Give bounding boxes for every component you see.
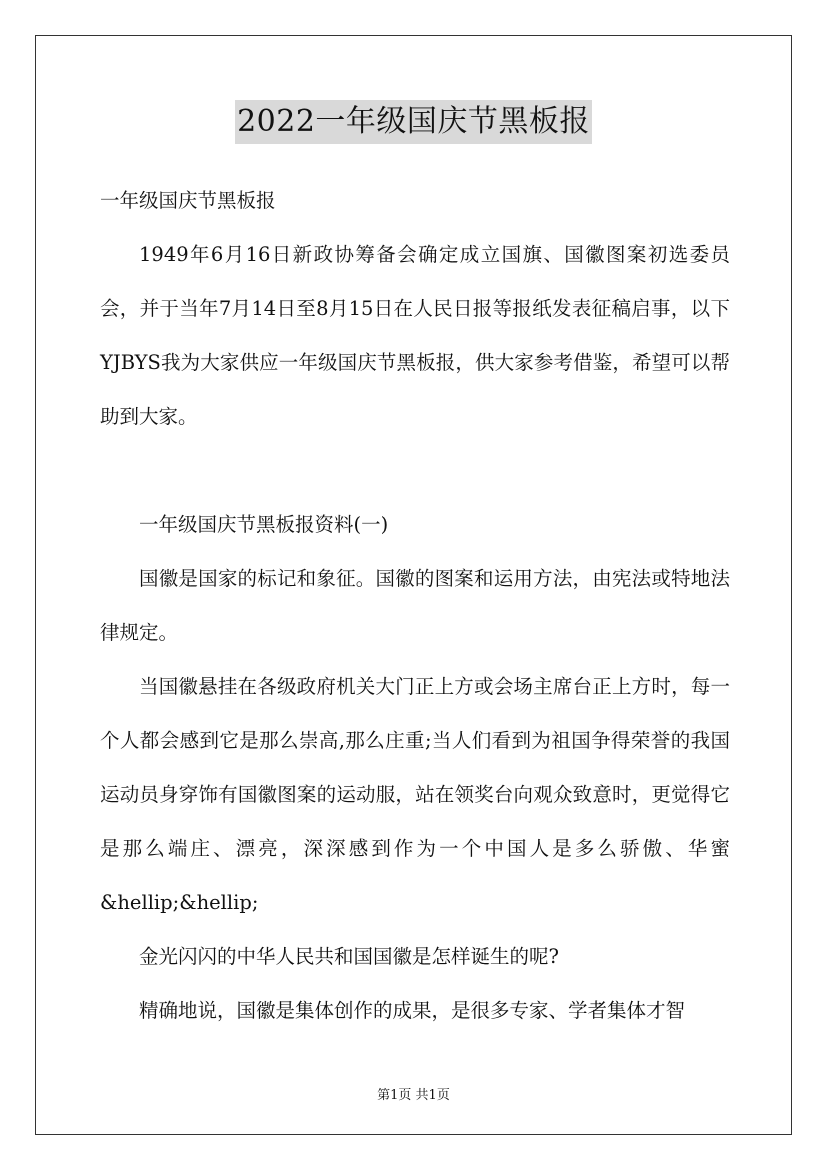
document-subtitle: 一年级国庆节黑板报 (100, 189, 276, 212)
body-paragraph-1: 国徽是国家的标记和象征。国徽的图案和运用方法，由宪法或特地法律规定。 (100, 567, 730, 644)
intro-paragraph: 1949年6月16日新政协筹备会确定成立国旗、国徽图案初选委员会，并于当年7月14日至8月15日在人民日报等报纸发表征稿启事，以下YJBYS我为大家供应一年级国庆节黑板报，供大家参考借鉴，希望可以帮助到大家。 (100, 243, 730, 428)
body-paragraph-4: 精确地说，国徽是集体创作的成果，是很多专家、学者集体才智 (139, 999, 686, 1022)
document-title: 2022一年级国庆节黑板报 (235, 100, 592, 144)
body-paragraph-2: 当国徽悬挂在各级政府机关大门正上方或会场主席台正上方时，每一个人都会感到它是那么崇高,那么庄重;当人们看到为祖国争得荣誉的我国运动员身穿饰有国徽图案的运动服，站在领奖台向观众致意时，更觉得它是那么端庄、漂亮，深深感到作为一个中国人是多么骄傲、华蜜&hellip;&hellip; (100, 675, 730, 914)
section-heading: 一年级国庆节黑板报资料(一) (139, 513, 389, 536)
page-number-label: 第1页 共1页 (377, 1088, 450, 1103)
body-paragraph-3: 金光闪闪的中华人民共和国国徽是怎样诞生的呢? (139, 945, 559, 968)
title-container (0, 100, 827, 144)
page-footer (0, 1084, 827, 1103)
document-body (100, 174, 730, 1038)
paragraph-spacer (100, 444, 730, 498)
